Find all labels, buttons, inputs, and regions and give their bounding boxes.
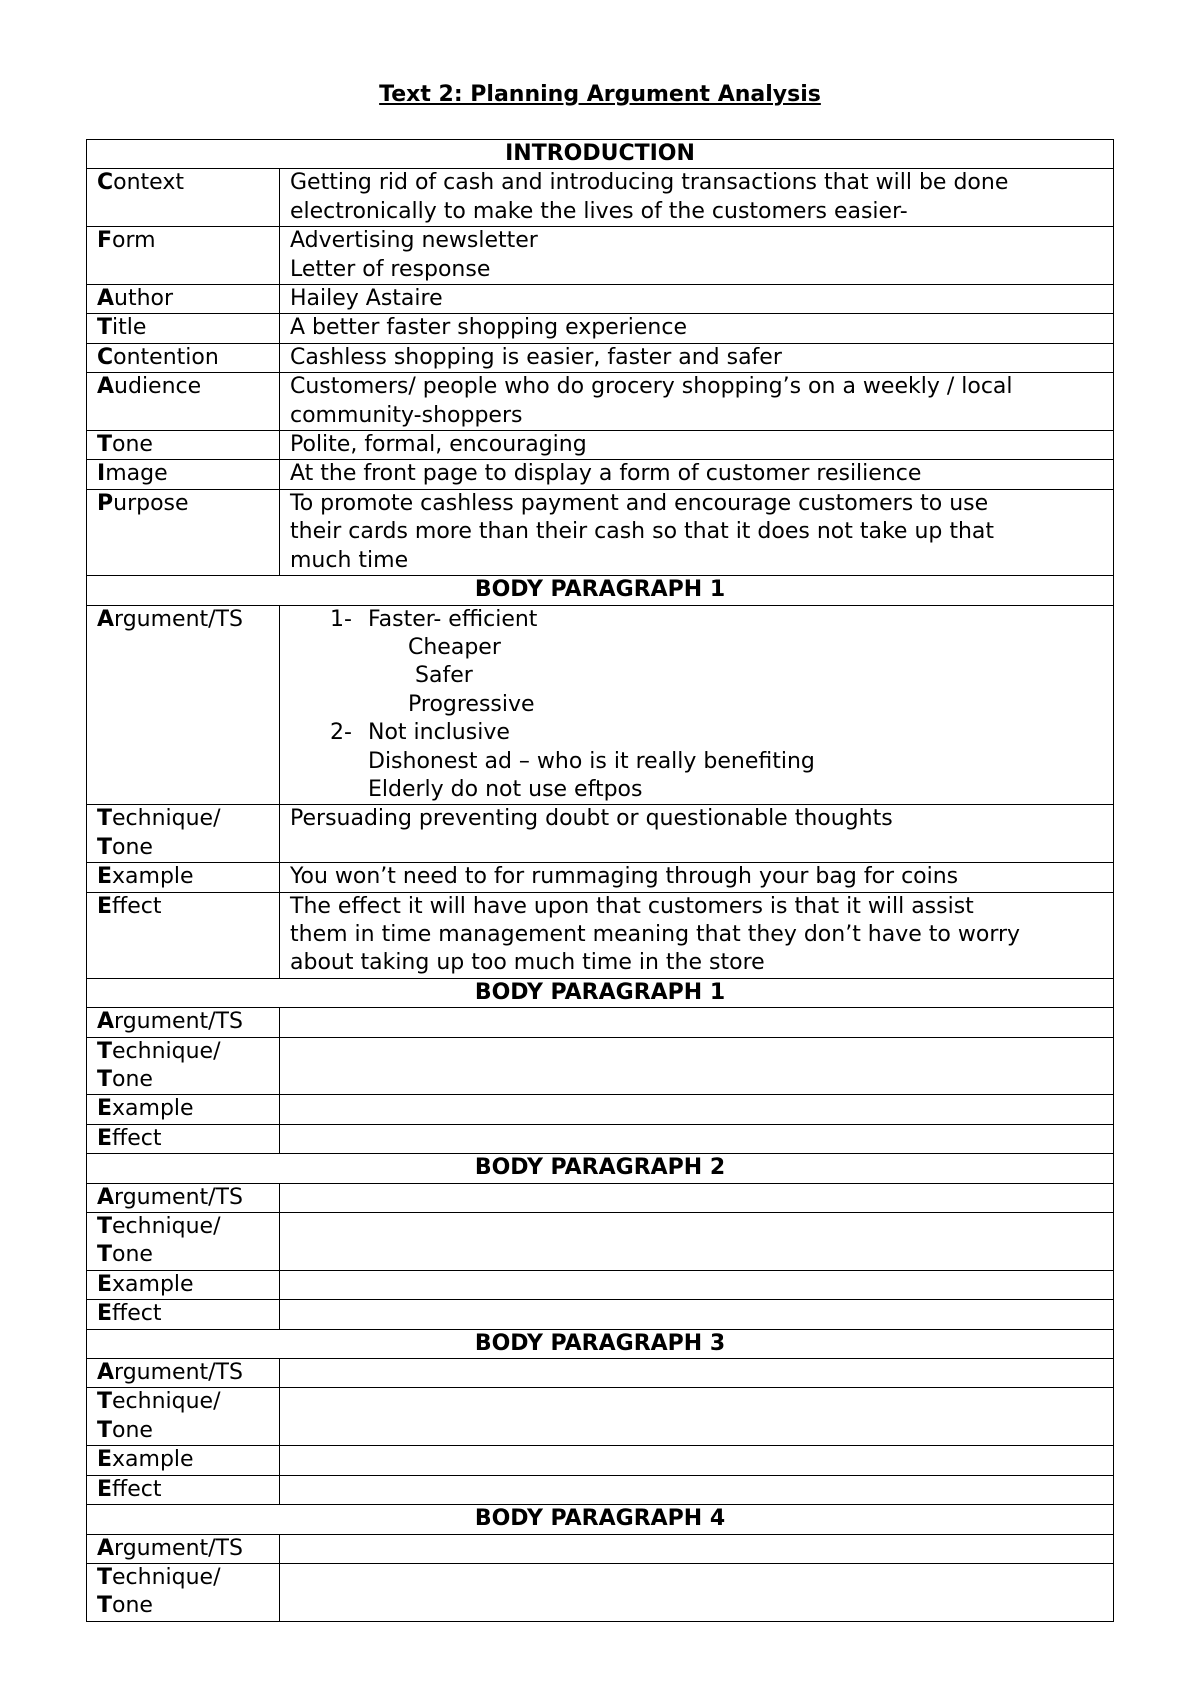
technique-label: Technique/ Tone (87, 805, 280, 863)
table-row (87, 343, 1114, 372)
technique-input-cell[interactable] (280, 1037, 1114, 1095)
image-label: Image (87, 460, 280, 489)
table-row (87, 892, 1114, 978)
argument-label: Argument/TS (87, 1183, 280, 1212)
table-row (87, 227, 1114, 285)
effect-input-cell[interactable] (280, 1300, 1114, 1329)
example-input-cell[interactable] (280, 1270, 1114, 1299)
example-label: Example (87, 1095, 280, 1124)
technique-value: Persuading preventing doubt or questionable thoughts (280, 805, 1114, 863)
technique-label: Technique/ Tone (87, 1037, 280, 1095)
body-paragraph-2-header: BODY PARAGRAPH 2 (87, 1154, 1114, 1183)
audience-label: Audience (87, 373, 280, 431)
list-item: 1- Faster- efficient (330, 606, 538, 632)
context-label: Context (87, 169, 280, 227)
technique-input-cell[interactable] (280, 1563, 1114, 1621)
argument-input-cell[interactable] (280, 1534, 1114, 1563)
table-row (87, 1300, 1114, 1329)
table-row (87, 1534, 1114, 1563)
effect-label: Effect (87, 1300, 280, 1329)
tone-value: Polite, formal, encouraging (280, 431, 1114, 460)
introduction-header-row (87, 140, 1114, 169)
table-row (87, 1008, 1114, 1037)
title-label: Title (87, 314, 280, 343)
table-row (87, 285, 1114, 314)
argument-label: Argument/TS (87, 605, 280, 805)
technique-input-cell[interactable] (280, 1388, 1114, 1446)
argument-label: Argument/TS (87, 1534, 280, 1563)
body-paragraph-1-blank-header: BODY PARAGRAPH 1 (87, 978, 1114, 1007)
effect-input-cell[interactable] (280, 1124, 1114, 1153)
blank-section-header-row (87, 1505, 1114, 1534)
technique-label: Technique/ Tone (87, 1563, 280, 1621)
table-row (87, 1037, 1114, 1095)
body-paragraph-3-header: BODY PARAGRAPH 3 (87, 1329, 1114, 1358)
list-subitem: Dishonest ad – who is it really benefiting (368, 748, 815, 774)
effect-label: Effect (87, 1475, 280, 1504)
list-subitem: Elderly do not use eftpos (368, 776, 643, 802)
argument-input-cell[interactable] (280, 1008, 1114, 1037)
table-row (87, 1183, 1114, 1212)
contention-value: Cashless shopping is easier, faster and safer (280, 343, 1114, 372)
image-value: At the front page to display a form of customer resilience (280, 460, 1114, 489)
planning-table (86, 139, 1114, 1622)
list-item: 2- Not inclusive (330, 720, 510, 746)
effect-label: Effect (87, 1124, 280, 1153)
contention-label: Contention (87, 343, 280, 372)
table-row (87, 1475, 1114, 1504)
technique-input-cell[interactable] (280, 1213, 1114, 1271)
table-row (87, 431, 1114, 460)
title-value: A better faster shopping experience (280, 314, 1114, 343)
technique-label: Technique/ Tone (87, 1213, 280, 1271)
audience-value: Customers/ people who do grocery shopping’s on a weekly / local community-shoppers (280, 373, 1114, 431)
page-title: Text 2: Planning Argument Analysis (379, 82, 821, 107)
table-row (87, 373, 1114, 431)
table-row (87, 1124, 1114, 1153)
technique-label: Technique/ Tone (87, 1388, 280, 1446)
table-row (87, 805, 1114, 863)
table-row (87, 314, 1114, 343)
table-row (87, 863, 1114, 892)
purpose-label: Purpose (87, 489, 280, 575)
list-subitem: Cheaper (408, 634, 501, 660)
blank-section-header-row (87, 978, 1114, 1007)
list-subitem: Safer (415, 663, 473, 689)
example-label: Example (87, 1446, 280, 1475)
context-value: Getting rid of cash and introducing transactions that will be done electronically to make the lives of the customers easier- (280, 169, 1114, 227)
table-row (87, 1095, 1114, 1124)
example-input-cell[interactable] (280, 1095, 1114, 1124)
table-row (87, 169, 1114, 227)
table-row (87, 1446, 1114, 1475)
example-input-cell[interactable] (280, 1446, 1114, 1475)
list-subitem: Progressive (408, 691, 535, 717)
example-label: Example (87, 1270, 280, 1299)
effect-input-cell[interactable] (280, 1475, 1114, 1504)
author-value: Hailey Astaire (280, 285, 1114, 314)
example-label: Example (87, 863, 280, 892)
effect-label: Effect (87, 892, 280, 978)
table-row (87, 1359, 1114, 1388)
table-row (87, 1563, 1114, 1621)
body-paragraph-1-header: BODY PARAGRAPH 1 (87, 576, 1114, 605)
argument-input-cell[interactable] (280, 1359, 1114, 1388)
form-value: Advertising newsletter Letter of response (280, 227, 1114, 285)
form-label: Form (87, 227, 280, 285)
argument-input-cell[interactable] (280, 1183, 1114, 1212)
example-value: You won’t need to for rummaging through your bag for coins (280, 863, 1114, 892)
table-row (87, 1388, 1114, 1446)
effect-value: The effect it will have upon that customers is that it will assist them in time management meaning that they don’t have to worry about taking up too much time in the store (280, 892, 1114, 978)
body-paragraph-4-header: BODY PARAGRAPH 4 (87, 1505, 1114, 1534)
table-row (87, 489, 1114, 575)
table-row (87, 1270, 1114, 1299)
argument-value (280, 605, 1114, 805)
blank-section-header-row (87, 1154, 1114, 1183)
tone-label: Tone (87, 431, 280, 460)
purpose-value: To promote cashless payment and encourage customers to use their cards more than their cash so that it does not take up that much time (280, 489, 1114, 575)
table-row (87, 605, 1114, 805)
body1-filled-header-row (87, 576, 1114, 605)
argument-label: Argument/TS (87, 1008, 280, 1037)
table-row (87, 460, 1114, 489)
argument-label: Argument/TS (87, 1359, 280, 1388)
table-row (87, 1213, 1114, 1271)
blank-section-header-row (87, 1329, 1114, 1358)
introduction-header: INTRODUCTION (87, 140, 1114, 169)
author-label: Author (87, 285, 280, 314)
